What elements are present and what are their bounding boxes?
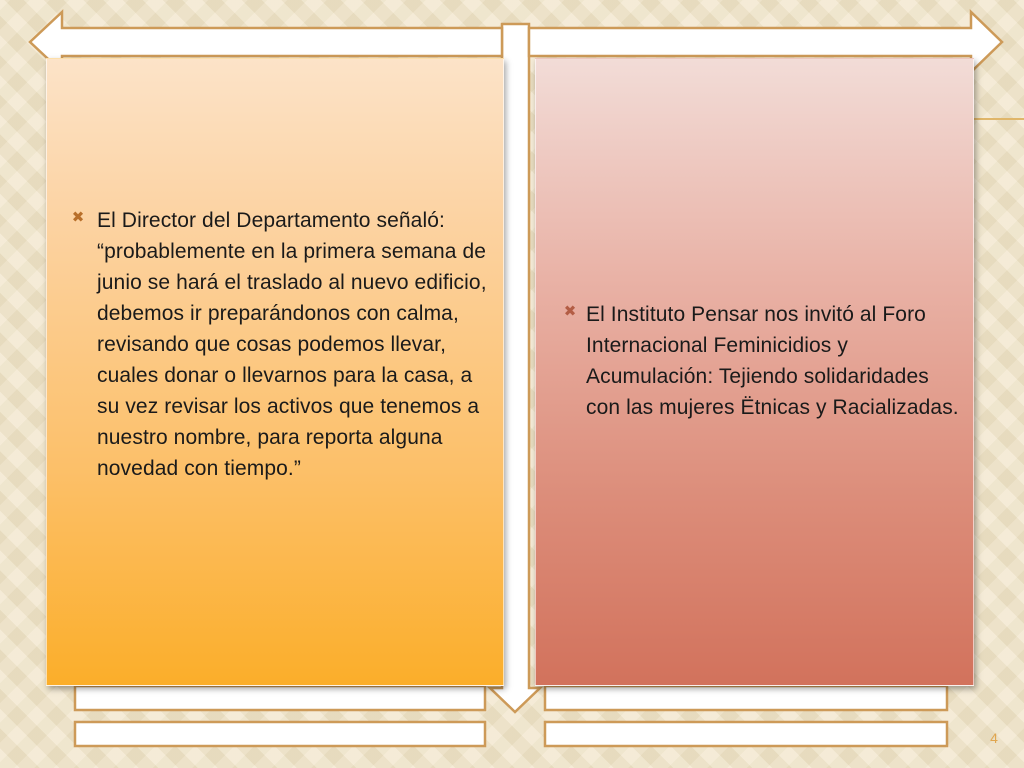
slide-page-number: 4 (990, 730, 998, 746)
bullet-x-icon: ✖ (563, 303, 577, 320)
right-bullet-item (554, 299, 964, 423)
right-content-panel (535, 58, 974, 686)
left-content-panel (46, 58, 504, 686)
right-bullet-text: El Instituto Pensar nos invitó al Foro Internacional Feminicidios y Acumulación: Tejiendo solidaridades con las mujeres Ëtnicas y Racializadas. (586, 303, 959, 419)
placeholder-bar-right-2 (545, 722, 947, 746)
left-bullet-text: El Director del Departamento señaló: “probablemente en la primera semana de junio se hará el traslado al nuevo edificio, debemos ir preparándonos con calma, revisando que cosas podemos llevar, cuales donar o llevarnos para la casa, a su vez revisar los activos que tenemos a nuestro nombre, para reporta alguna novedad con tiempo.” (97, 209, 487, 480)
placeholder-bar-left-2 (75, 722, 485, 746)
left-bullet-item (59, 205, 491, 484)
placeholder-bar-left-1 (75, 686, 485, 710)
placeholder-bar-right-1 (545, 686, 947, 710)
bullet-x-icon: ✖ (71, 209, 85, 226)
